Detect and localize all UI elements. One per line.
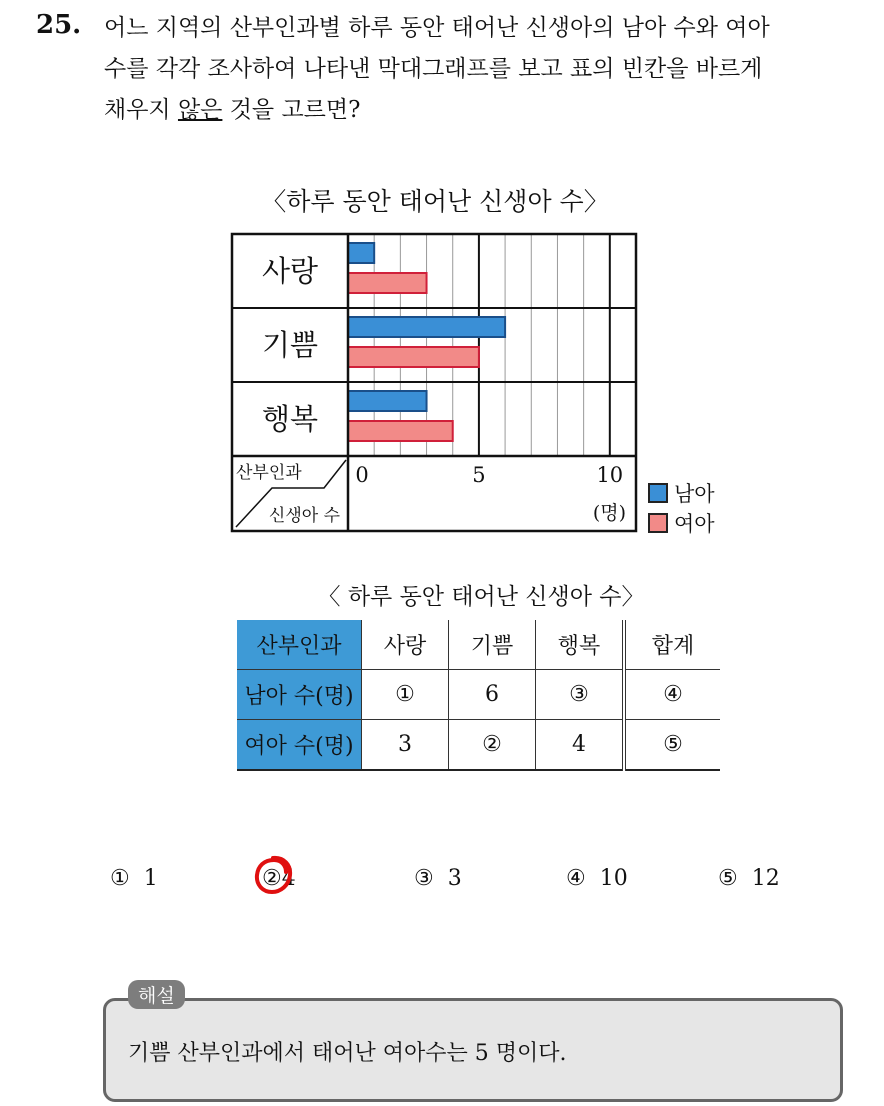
question-line-1: 어느 지역의 산부인과별 하루 동안 태어난 신생아의 남아 수와 여아 xyxy=(104,15,770,41)
choice-3[interactable]: ③ 3 xyxy=(414,866,462,891)
bar-boys xyxy=(348,391,427,411)
table-header-total: 합계 xyxy=(624,620,720,670)
table-corner-header: 산부인과 xyxy=(237,620,362,670)
question-line-2: 수를 각각 조사하여 나타낸 막대그래프를 보고 표의 빈칸을 바르게 xyxy=(104,56,763,82)
underlined-word: 않은 xyxy=(177,97,223,123)
category-label: 사랑 xyxy=(261,254,319,288)
table-header-row xyxy=(237,620,720,670)
question-number: 25. xyxy=(36,10,82,40)
legend-swatch-girls xyxy=(648,513,668,533)
table-row-girls xyxy=(237,720,720,771)
table-cell: ③ xyxy=(536,670,625,720)
category-label: 행복 xyxy=(261,402,319,436)
table-header-haengbok: 행복 xyxy=(536,620,625,670)
category-label: 기쁨 xyxy=(261,328,319,362)
bar-boys xyxy=(348,243,374,263)
table-cell: 6 xyxy=(449,670,536,720)
data-table xyxy=(237,620,720,771)
row-label-boys: 남아 수(명) xyxy=(237,670,362,720)
table-cell: 3 xyxy=(362,720,449,771)
table-title: 〈 하루 동안 태어난 신생아 수〉 xyxy=(317,584,645,610)
choice-5[interactable]: ⑤ 12 xyxy=(718,866,780,891)
tick-label: 0 xyxy=(355,463,369,487)
tick-label: 5 xyxy=(472,463,486,487)
unit-label: (명) xyxy=(592,502,626,524)
bar-girls xyxy=(348,273,427,293)
table-cell: ② xyxy=(449,720,536,771)
legend-item-girls xyxy=(648,508,715,538)
table-header-gippeum: 기쁨 xyxy=(449,620,536,670)
bar-boys xyxy=(348,317,505,337)
choice-4[interactable]: ④ 10 xyxy=(566,866,628,891)
choice-1[interactable]: ① 1 xyxy=(110,866,158,891)
legend-label-boys: 남아 xyxy=(674,482,715,506)
corner-label-top: 산부인과 xyxy=(236,463,302,483)
chart-title: 〈하루 동안 태어난 신생아 수〉 xyxy=(261,187,609,216)
explanation-text: 기쁨 산부인과에서 태어난 여아수는 5 명이다. xyxy=(128,1041,567,1066)
table-header-sarang: 사랑 xyxy=(362,620,449,670)
legend-label-girls: 여아 xyxy=(674,512,715,536)
explanation-tag: 해설 xyxy=(128,980,185,1009)
legend-item-boys xyxy=(648,478,715,508)
choice-2[interactable]: ②4 xyxy=(262,866,296,891)
bar-chart xyxy=(226,228,646,538)
question-text xyxy=(104,8,874,131)
corner-label-bottom: 신생아 수 xyxy=(268,506,340,526)
chart-legend xyxy=(648,478,715,538)
answer-circle-mark xyxy=(252,854,294,896)
table-cell: ① xyxy=(362,670,449,720)
table-cell-total: ⑤ xyxy=(624,720,720,771)
row-label-girls: 여아 수(명) xyxy=(237,720,362,771)
question-line-3: 채우지 않은 것을 고르면? xyxy=(104,97,361,123)
legend-swatch-boys xyxy=(648,483,668,503)
table-cell-total: ④ xyxy=(624,670,720,720)
bar-girls xyxy=(348,421,453,441)
table-row-boys xyxy=(237,670,720,720)
table-cell: 4 xyxy=(536,720,625,771)
tick-label: 10 xyxy=(596,463,624,487)
bar-girls xyxy=(348,347,479,367)
